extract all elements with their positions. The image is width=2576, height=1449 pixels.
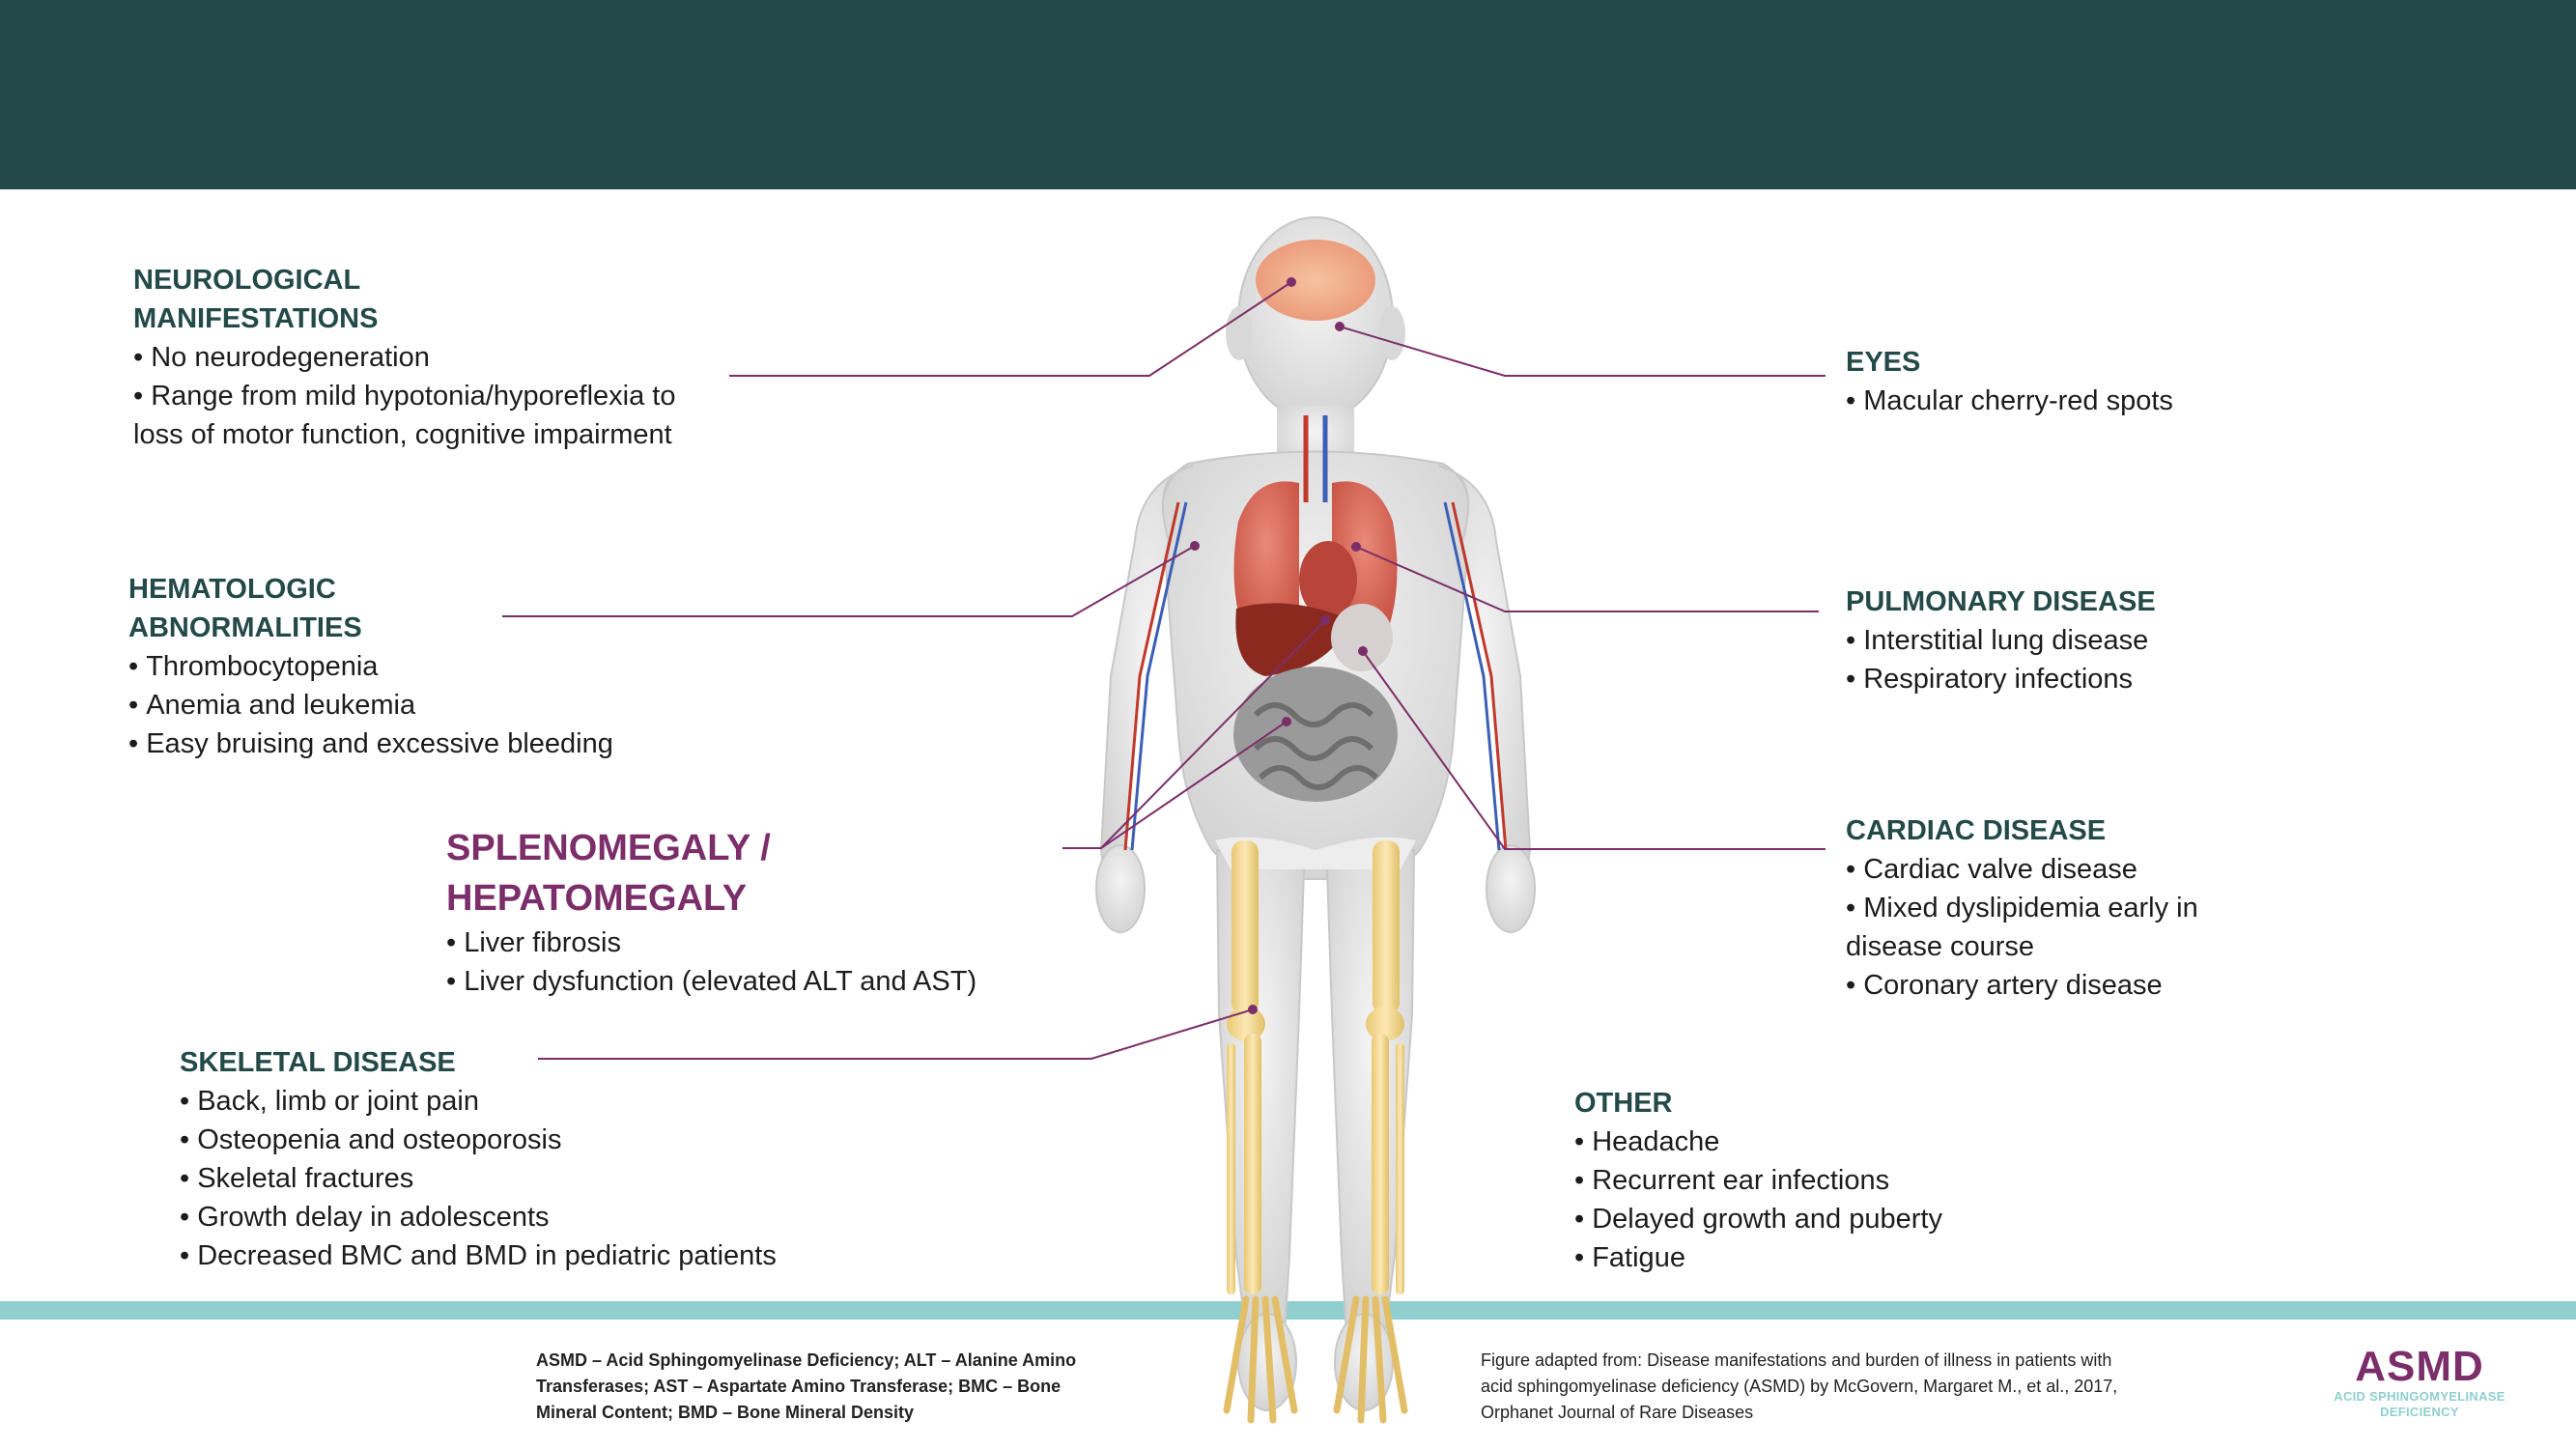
list-item: • Growth delay in adolescents [180, 1198, 856, 1236]
leader-line-neurological [729, 282, 1291, 376]
section-cardiac [1846, 811, 2242, 1005]
list-item: • Skeletal fractures [180, 1159, 856, 1198]
section-title: HEMATOLOGIC [128, 574, 336, 605]
list-item: • Back, limb or joint pain [180, 1082, 856, 1121]
section-spleno [446, 823, 1074, 1001]
section-hematologic [128, 570, 727, 763]
section-pulmonary [1846, 582, 2425, 698]
section-title: SPLENOMEGALY / HEPATOMEGALY [446, 828, 771, 919]
list-item: • Range from mild hypotonia/hyporeflexia to loss of motor function, cognitive impairment [133, 377, 713, 454]
body-silhouette [1096, 217, 1535, 1410]
list-item: • Liver fibrosis [446, 923, 1074, 962]
leader-dot-neurological [1288, 278, 1295, 286]
section-title: MANIFESTATIONS [133, 303, 379, 334]
leader-dot-pulmonary [1352, 543, 1360, 551]
footnote-line: Figure adapted from: Disease manifestations and burden of illness in patients with [1481, 1350, 2112, 1370]
list-item: • Recurrent ear infections [1574, 1161, 2154, 1200]
list-item: • Interstitial lung disease [1846, 621, 2425, 660]
footnote-line: Mineral Content; BMD – Bone Mineral Density [536, 1403, 915, 1422]
footnote-line: Transferases; AST – Aspartate Amino Transferase; BMC – Bone [536, 1377, 1062, 1396]
list-item: • Thrombocytopenia [128, 647, 727, 686]
list-item: • Respiratory infections [1846, 660, 2425, 698]
section-title: ABNORMALITIES [128, 612, 362, 643]
leader-dot-hematologic [1191, 542, 1199, 550]
footnote-line: acid sphingomyelinase deficiency (ASMD) by McGovern, Margaret M., et al., 2017, [1481, 1377, 2118, 1396]
list-item: • Headache [1574, 1122, 2154, 1161]
list-item: • No neurodegeneration [133, 338, 713, 377]
section-title: SKELETAL DISEASE [180, 1047, 456, 1078]
list-item: • Anemia and leukemia [128, 686, 727, 724]
leader-dot-spleno-a [1321, 616, 1329, 624]
section-title: EYES [1846, 347, 1921, 378]
leader-dot-skeletal [1249, 1006, 1257, 1013]
section-skeletal [180, 1043, 856, 1275]
list-item: • Mixed dyslipidemia early in disease course [1846, 889, 2232, 966]
section-eyes [1846, 343, 2425, 420]
logo-wordmark: ASMD [2355, 1343, 2484, 1390]
logo-tagline: ACID SPHINGOMYELINASE DEFICIENCY [2334, 1389, 2505, 1419]
list-item: • Cardiac valve disease [1846, 850, 2242, 889]
list-item: • Osteopenia and osteoporosis [180, 1121, 856, 1159]
section-title: PULMONARY DISEASE [1846, 586, 2156, 617]
leader-dot-cardiac [1359, 647, 1367, 655]
leader-line-eyes [1340, 327, 1826, 376]
footnote-line: ASMD – Acid Sphingomyelinase Deficiency; ALT – Alanine Amino [536, 1350, 1077, 1370]
list-item: • Fatigue [1574, 1238, 2154, 1277]
leader-dot-eyes [1336, 323, 1344, 330]
source-footnote [1481, 1348, 2215, 1426]
section-title: NEUROLOGICAL [133, 265, 361, 296]
abbreviations-footnote [536, 1348, 1135, 1426]
section-other [1574, 1084, 2154, 1277]
list-item: • Macular cherry-red spots [1846, 382, 2425, 420]
footnote-line: Orphanet Journal of Rare Diseases [1481, 1403, 1754, 1422]
section-neurological [133, 261, 713, 454]
section-title: OTHER [1574, 1088, 1673, 1119]
list-item: • Delayed growth and puberty [1574, 1200, 2154, 1238]
list-item: • Liver dysfunction (elevated ALT and AST) [446, 962, 1074, 1001]
asmd-logo [2299, 1345, 2540, 1420]
list-item: • Coronary artery disease [1846, 966, 2242, 1005]
list-item: • Decreased BMC and BMD in pediatric patients [180, 1236, 856, 1275]
list-item: • Easy bruising and excessive bleeding [128, 724, 727, 763]
leader-dot-spleno-b [1283, 718, 1290, 725]
section-title: CARDIAC DISEASE [1846, 815, 2107, 846]
